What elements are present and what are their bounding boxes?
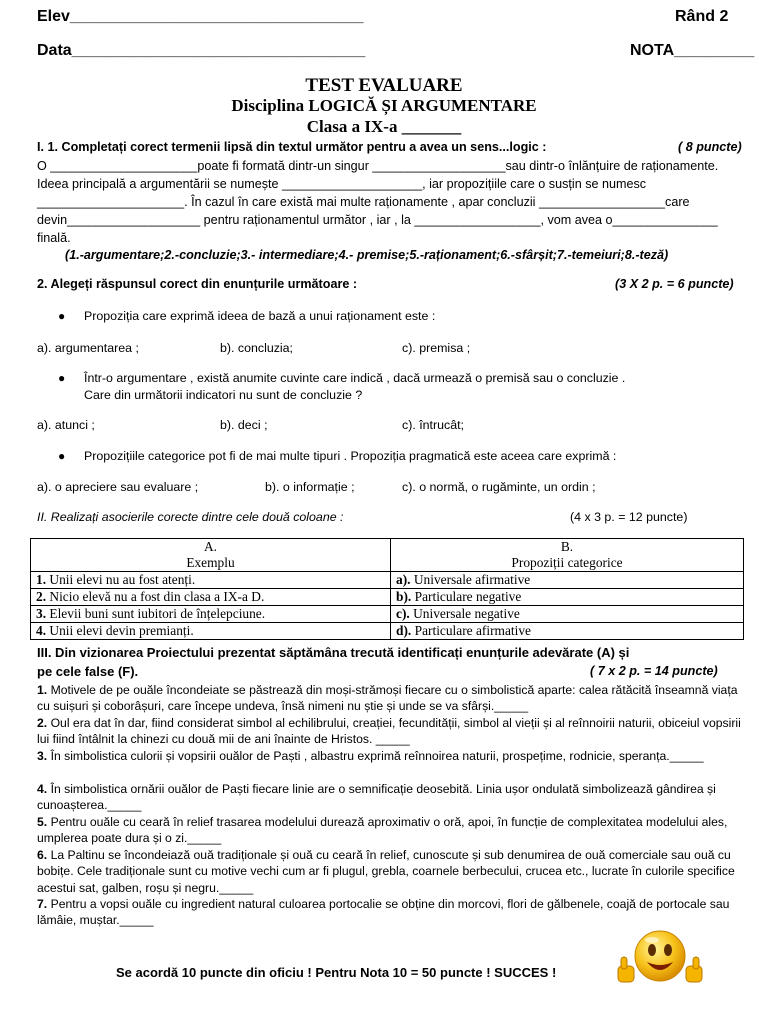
statement-item: 6. La Paltinu se încondeiază ouă tradiționale și ouă cu ceară în relief, cunoscute și sub denumirea de ouă comerciale sau ouă cu bobițe. Cele tradiționale sunt cu motive vechi cum ar fi plugul, grebla, coarnele berbecului, crucea etc., lucrate în culorile specifice acestui sat, galben, roșu și negru._____: [37, 848, 735, 895]
category-cell: c). Universale negative: [391, 606, 744, 623]
part2-points: (3 X 2 p. = 6 puncte): [615, 277, 734, 291]
table-row: [31, 606, 744, 623]
part1-options: (1.-argumentare;2.-concluzie;3.- intermediare;4.- premise;5.-raționament;6.-sfârșit;7.-temeiuri;8.-teză): [65, 248, 669, 262]
part-ii-heading: II. Realizați asocierile corecte dintre cele două coloane :: [37, 510, 344, 524]
column-b-header: [391, 539, 744, 572]
answer-option-a[interactable]: a). o apreciere sau evaluare ;: [37, 480, 199, 494]
answer-option-c[interactable]: c). premisa ;: [402, 341, 471, 355]
left-thumb-icon: [618, 957, 634, 982]
student-name-field[interactable]: Elev_________________________________: [37, 8, 364, 25]
question-text: Propoziția care exprimă ideea de bază a unui raționament este :: [84, 309, 436, 323]
statement-item: 3. În simbolistica culorii și vopsirii ouălor de Paști , albastru exprimă reînnoirea naturii, prospețime, rodnicie, speranța._____: [37, 749, 704, 763]
answer-option-c[interactable]: c). întrucât;: [402, 418, 464, 432]
statement-item: 2. Oul era dat în dar, fiind considerat simbol al echilibrului, creației, fecundității, simbol al vieții și al reînnoirii naturii, obiceiul vopsirii lui fiind întâlnit la chinezi cu două mii de ani înainte de Hristos. _____: [37, 716, 741, 747]
part1-line: O _____________________poate fi formată dintr-un singur ___________________sau dintr-o înlănțuire de raționamente.: [37, 159, 719, 173]
part1-points: ( 8 puncte): [678, 140, 742, 154]
part1-line: devin___________________ pentru raționamentul următor , iar , la __________________, vom avea o_______________: [37, 213, 718, 227]
column-a-title: Exemplu: [186, 555, 235, 570]
part-ii-points: (4 x 3 p. = 12 puncte): [570, 510, 688, 524]
bullet-icon: ●: [58, 309, 66, 323]
answer-option-b[interactable]: b). o informație ;: [265, 480, 355, 494]
test-title: TEST EVALUARE: [305, 75, 463, 96]
thumbs-up-smiley-icon: [612, 926, 708, 990]
part1-line: _____________________. În cazul în care există mai multe raționamente , apar concluzii __________________care: [37, 195, 690, 209]
part1-line: Ideea principală a argumentării se numește ____________________, iar propozițiile care o susțin se numesc: [37, 177, 647, 191]
date-field[interactable]: Data_________________________________: [37, 42, 366, 59]
category-cell: a). Universale afirmative: [391, 572, 744, 589]
table-row: [31, 572, 744, 589]
bullet-icon: ●: [58, 449, 66, 463]
answer-option-b[interactable]: b). concluzia;: [220, 341, 294, 355]
grade-field[interactable]: NOTA_________: [630, 42, 755, 59]
example-cell: 2. Nicio elevă nu a fost din clasa a IX-a D.: [31, 589, 391, 606]
answer-option-a[interactable]: a). atunci ;: [37, 418, 95, 432]
answer-option-a[interactable]: a). argumentarea ;: [37, 341, 139, 355]
statement-item: 5. Pentru ouăle cu ceară în relief trasarea modelului durează aproximativ o oră, apoi, în funcție de complexitatea modelului ales, umplerea poate dura și o zi._____: [37, 815, 728, 846]
answer-option-c[interactable]: c). o normă, o rugăminte, un ordin ;: [402, 480, 596, 494]
column-a-letter: A.: [203, 539, 218, 554]
column-a-header: [31, 539, 391, 572]
statement-item: 7. Pentru a vopsi ouăle cu ingredient natural culoarea portocalie se obține din morcovi, flori de gălbenele, coajă de portocale sau lămâie, muștar._____: [37, 897, 730, 928]
example-cell: 1. Unii elevi nu au fost atenți.: [31, 572, 391, 589]
part-iii-points: ( 7 x 2 p. = 14 puncte): [590, 664, 718, 678]
table-row: [31, 589, 744, 606]
part2-heading: 2. Alegeți răspunsul corect din enunțurile următoare :: [37, 277, 358, 291]
example-cell: 4. Unii elevi devin premianți.: [31, 623, 391, 640]
matching-table: [30, 538, 744, 640]
right-thumb-icon: [686, 957, 702, 982]
example-cell: 3. Elevii buni sunt iubitori de înțelepciune.: [31, 606, 391, 623]
row-label: Rând 2: [675, 8, 729, 25]
answer-option-b[interactable]: b). deci ;: [220, 418, 268, 432]
table-row: [31, 623, 744, 640]
column-b-letter: B.: [560, 539, 574, 554]
category-cell: b). Particulare negative: [391, 589, 744, 606]
discipline-title: Disciplina LOGICĂ ȘI ARGUMENTARE: [231, 96, 537, 115]
footer-note: Se acordă 10 puncte din oficiu ! Pentru Nota 10 = 50 puncte ! SUCCES !: [116, 965, 557, 980]
class-title: Clasa a IX-a _______: [306, 117, 462, 136]
question-text: Într-o argumentare , există anumite cuvinte care indică , dacă urmează o premisă sau o concluzie .: [84, 371, 626, 385]
part-iii-heading-line2: pe cele false (F).: [37, 664, 139, 679]
part1-line: finală.: [37, 231, 71, 245]
column-b-title: Propoziții categorice: [511, 555, 623, 570]
part1-heading: I. 1. Completați corect termenii lipsă din textul următor pentru a avea un sens...logic :: [37, 140, 547, 154]
statement-item: 1. Motivele de pe ouăle încondeiate se păstrează din moși-strămoși fiecare cu o simbolistică aparte: calea rătăcită înseamnă viața cu suișuri și coborâșuri, care începe undeva, însă nimeni nu știe și unde se va sfârși._____: [37, 683, 738, 714]
statement-item: 4. În simbolistica ornării ouălor de Paști fiecare linie are o semnificație deosebită. Linia ușor ondulată simbolizează gândirea și cunoașterea._____: [37, 782, 716, 813]
bullet-icon: ●: [58, 371, 66, 385]
question-text: Propozițiile categorice pot fi de mai multe tipuri . Propoziția pragmatică este aceea care exprimă :: [84, 449, 617, 463]
part-iii-heading: III. Din vizionarea Proiectului prezentat săptămâna trecută identificați enunțurile adevărate (A) și: [37, 645, 630, 660]
question-text: Care din următorii indicatori nu sunt de concluzie ?: [84, 388, 363, 402]
category-cell: d). Particulare afirmative: [391, 623, 744, 640]
